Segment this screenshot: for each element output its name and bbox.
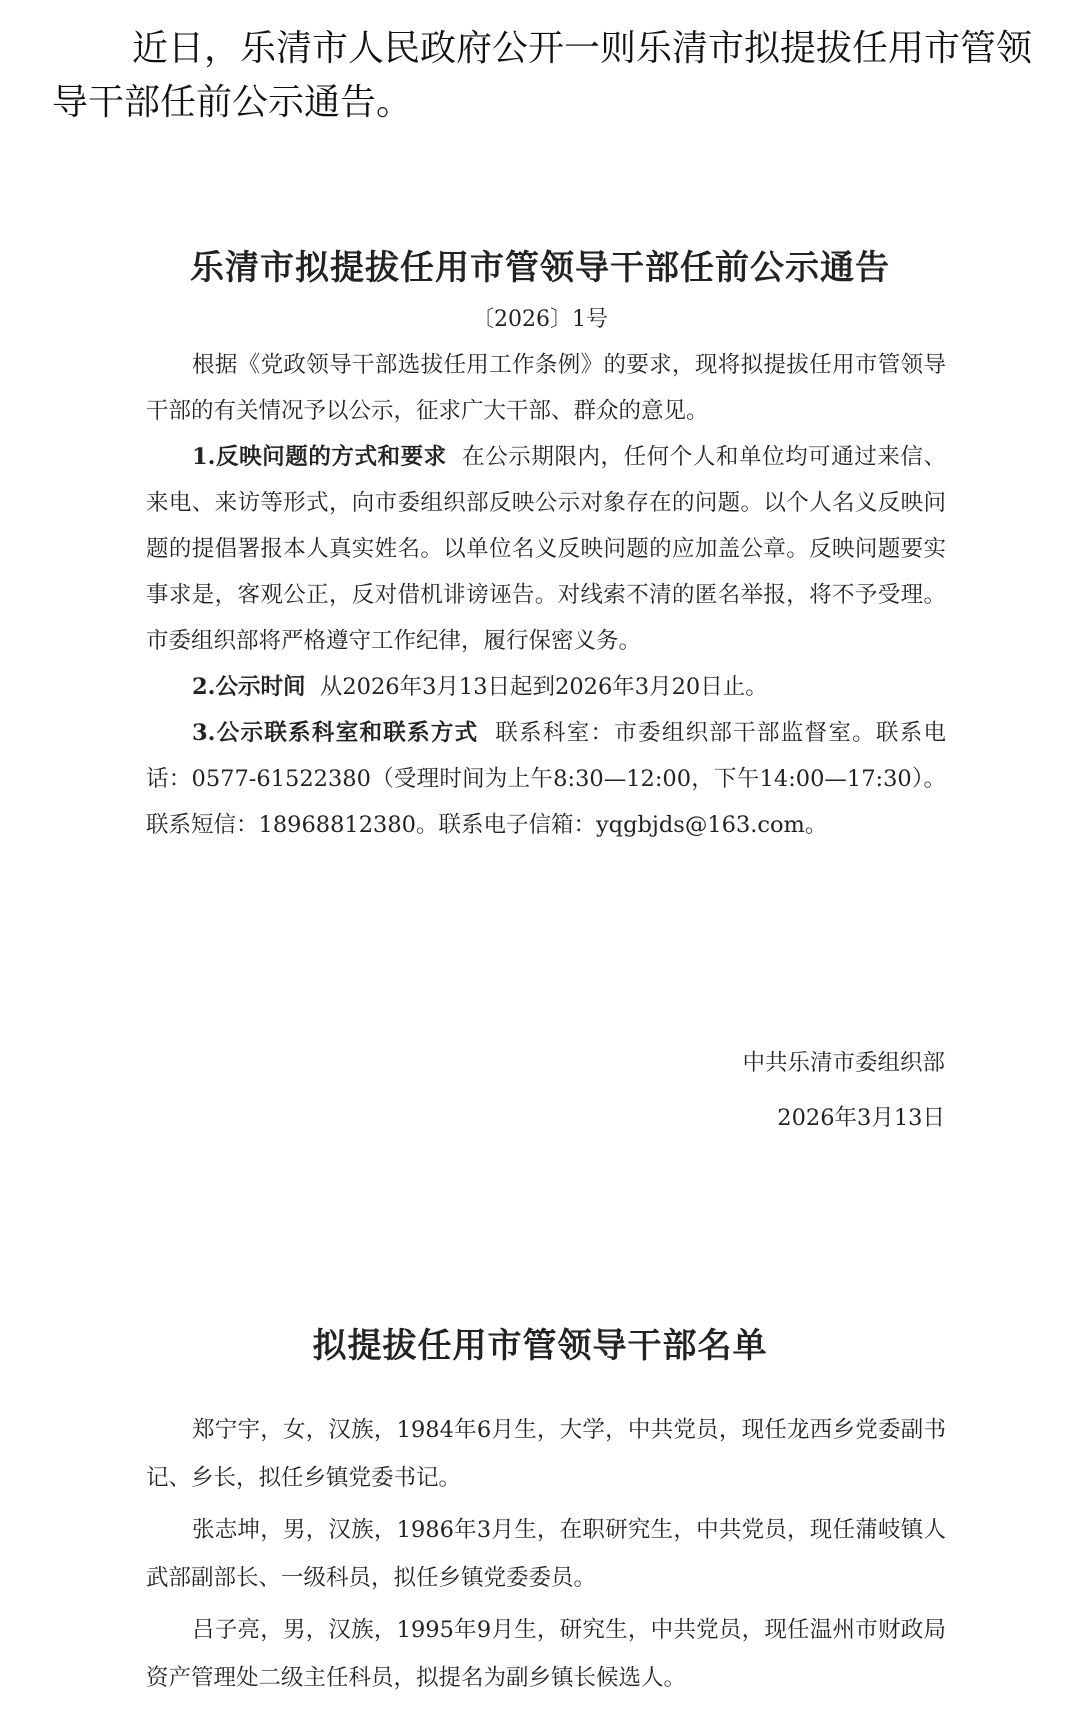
notice-body	[146, 342, 946, 848]
section-heading: 1.反映问题的方式和要求	[192, 444, 447, 470]
roster-entry: 吕子亮，男，汉族，1995年9月生，研究生，中共党员，现任温州市财政局资产管理处二级主任科员，拟提名为副乡镇长候选人。	[146, 1617, 946, 1691]
notice-section-2	[146, 664, 946, 710]
intro-paragraph: 近日，乐清市人民政府公开一则乐清市拟提拔任用市管领导干部任前公示通告。	[52, 28, 1033, 123]
signature-date: 2026年3月13日	[777, 1105, 945, 1131]
notice-section-1	[146, 434, 946, 664]
notice-preamble: 根据《党政领导干部选拔任用工作条例》的要求，现将拟提拔任用市管领导干部的有关情况予以公示，征求广大干部、群众的意见。	[146, 352, 946, 424]
roster-list	[146, 1406, 946, 1706]
document-number: 〔2026〕1号	[472, 307, 608, 332]
roster-entry: 郑宁宇，女，汉族，1984年6月生，大学，中共党员，现任龙西乡党委副书记、乡长，拟任乡镇党委书记。	[146, 1417, 946, 1491]
signature-block	[742, 1036, 945, 1146]
section-text: 从2026年3月13日起到2026年3月20日止。	[319, 674, 768, 700]
section-text: 在公示期限内，任何个人和单位均可通过来信、来电、来访等形式，向市委组织部反映公示对象存在的问题。以个人名义反映问题的提倡署报本人真实姓名。以单位名义反映问题的应加盖公章。反映问题要实事求是，客观公正，反对借机诽谤诬告。对线索不清的匿名举报，将不予受理。市委组织部将严格遵守工作纪律，履行保密义务。	[146, 444, 946, 654]
roster-entry: 张志坤，男，汉族，1986年3月生，在职研究生，中共党员，现任蒲岐镇人武部副部长、一级科员，拟任乡镇党委委员。	[146, 1517, 946, 1591]
section-text: 联系科室：市委组织部干部监督室。联系电话：0577-61522380（受理时间为上午8:30—12:00，下午14:00—17:30）。联系短信：18968812380。联系电子信箱：yqgbjds@163.com。	[146, 720, 946, 838]
notice-title: 乐清市拟提拔任用市管领导干部任前公示通告	[190, 248, 890, 288]
signature-org: 中共乐清市委组织部	[742, 1050, 945, 1076]
section-heading: 3.公示联系科室和联系方式	[192, 720, 479, 746]
roster-title: 拟提拔任用市管领导干部名单	[312, 1326, 768, 1366]
notice-section-3	[146, 710, 946, 848]
section-heading: 2.公示时间	[192, 674, 306, 700]
